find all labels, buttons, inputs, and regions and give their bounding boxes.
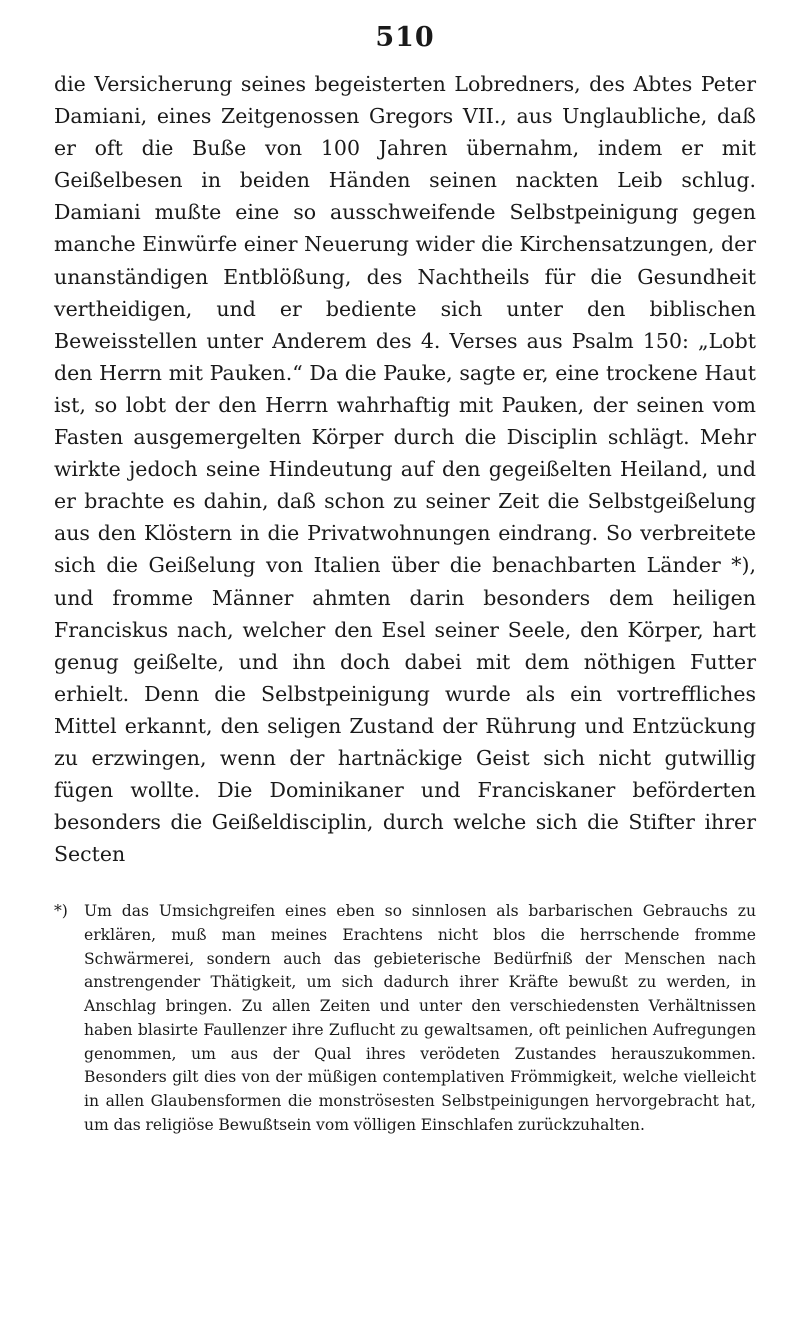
- footnote-marker: *): [54, 902, 68, 921]
- footnote: [54, 900, 756, 1137]
- footnote-text: Um das Umsichgreifen eines eben so sinnlosen als barbarischen Gebrauchs zu erklären, muß man meines Erachtens nicht blos die herrschende fromme Schwärmerei, sondern auch das gebieterische Bedürfniß der Menschen nach anstrengender Thätigkeit, um sich dadurch ihrer Kräfte bewußt zu werden, in Anschlag bringen. Zu allen Zeiten und unter den verschiedensten Verhältnissen haben blasirte Faullenzer ihre Zuflucht zu gewaltsamen, oft peinlichen Aufregungen genommen, um aus der Qual ihres verödeten Zustandes herauszukommen. Besonders gilt dies von der müßigen contemplativen Frömmigkeit, welche vielleicht in allen Glaubensformen die monströsesten Selbstpeinigungen hervorgebracht hat, um das religiöse Bewußtsein vom völligen Einschlafen zurückzuhalten.: [84, 902, 756, 1134]
- main-text-paragraph: die Versicherung seines begeisterten Lobredners, des Abtes Peter Damiani, eines Zeitgenossen Gregors VII., aus Unglaubliche, daß er oft die Buße von 100 Jahren übernahm, indem er mit Geißelbesen in beiden Händen seinen nackten Leib schlug. Damiani mußte eine so ausschweifende Selbstpeinigung gegen manche Einwürfe einer Neuerung wider die Kirchensatzungen, der unanständigen Entblößung, des Nachtheils für die Gesundheit vertheidigen, und er bediente sich unter den biblischen Beweisstellen unter Anderem des 4. Verses aus Psalm 150: „Lobt den Herrn mit Pauken.“ Da die Pauke, sagte er, eine trockene Haut ist, so lobt der den Herrn wahrhaftig mit Pauken, der seinen vom Fasten ausgemergelten Körper durch die Disciplin schlägt. Mehr wirkte jedoch seine Hindeutung auf den gegeißelten Heiland, und er brachte es dahin, daß schon zu seiner Zeit die Selbstgeißelung aus den Klöstern in die Privatwohnungen eindrang. So verbreitete sich die Geißelung von Italien über die benachbarten Länder *), und fromme Männer ahmten darin besonders dem heiligen Franciskus nach, welcher den Esel seiner Seele, den Körper, hart genug geißelte, und ihn doch dabei mit dem nöthigen Futter erhielt. Denn die Selbstpeinigung wurde als ein vortreffliches Mittel erkannt, den seligen Zustand der Rührung und Entzückung zu erzwingen, wenn der hartnäckige Geist sich nicht gutwillig fügen wollte. Die Dominikaner und Franciskaner beförderten besonders die Geißeldisciplin, durch welche sich die Stifter ihrer Secten: [54, 72, 756, 867]
- page-number: 510: [375, 22, 435, 53]
